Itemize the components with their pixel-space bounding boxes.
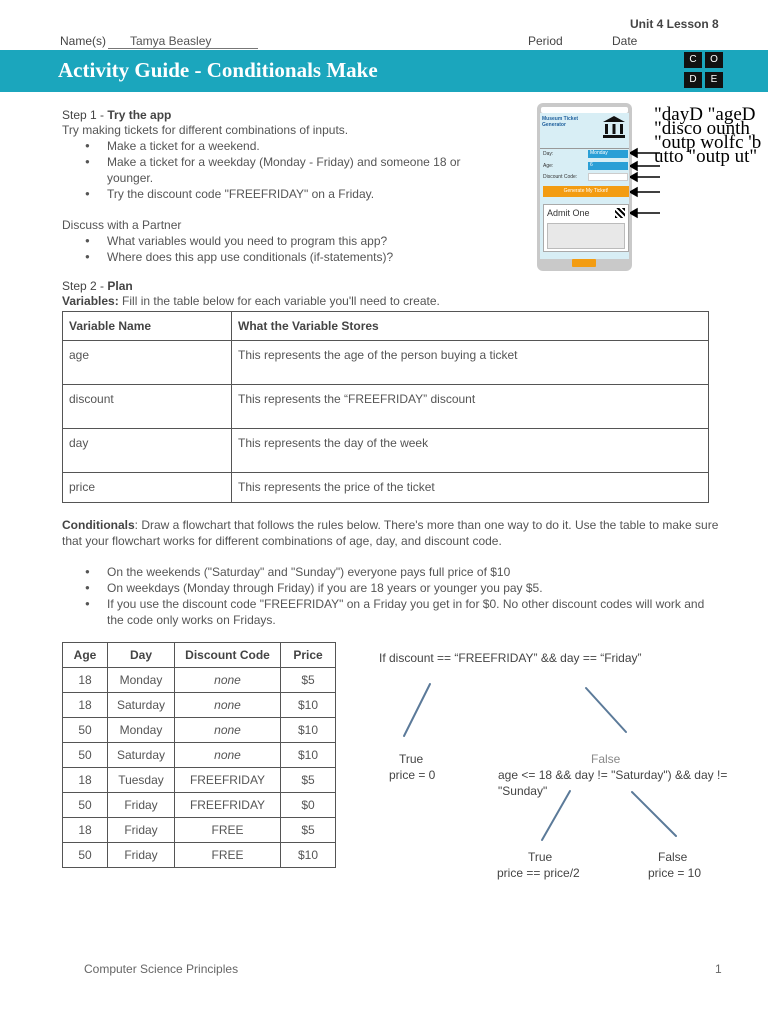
age-cell: 50 [63, 843, 108, 868]
list-item: ● What variables would you need to program this app? [107, 233, 522, 249]
column-header: Age [63, 643, 108, 668]
column-header: Variable Name [63, 312, 232, 341]
variable-description-cell[interactable]: This represents the “FREEFRIDAY” discount [232, 385, 709, 429]
divider [540, 148, 629, 149]
list-item: ● Where does this app use conditionals (if-statements)? [107, 249, 522, 265]
code-logo [684, 52, 728, 92]
variable-name-cell[interactable]: day [63, 429, 232, 473]
discount-input[interactable] [588, 173, 628, 181]
discount-cell: none [175, 718, 281, 743]
variable-description-cell[interactable]: This represents the age of the person buying a ticket [232, 341, 709, 385]
flowchart-true1: True [399, 752, 424, 766]
list-item: ● On weekdays (Monday through Friday) if you are 18 years or younger you pay $5. [107, 580, 717, 596]
age-cell: 18 [63, 668, 108, 693]
connector-false2 [632, 792, 676, 836]
day-dropdown[interactable]: Monday [588, 150, 628, 158]
age-cell: 18 [63, 818, 108, 843]
step1-bold: Try the app [107, 108, 172, 122]
table-row [63, 385, 709, 429]
price-cell: $5 [281, 818, 336, 843]
day-cell: Friday [108, 793, 175, 818]
ticket-area [547, 223, 625, 249]
price-cell: $0 [281, 793, 336, 818]
names-label: Name(s) [60, 34, 107, 48]
variable-name-cell[interactable]: age [63, 341, 232, 385]
footer-course: Computer Science Principles [84, 962, 239, 976]
variables-text: Fill in the table below for each variable you'll need to create. [118, 294, 440, 308]
conditionals-text: : Draw a flowchart that follows the rules below. There's more than one way to do it. Use the table to make sure that your flowchart works for different combinations of age, day, and discount code. [62, 518, 719, 548]
price-cell: $10 [281, 843, 336, 868]
museum-icon [602, 115, 626, 139]
discount-cell: none [175, 668, 281, 693]
column-header: What the Variable Stores [232, 312, 709, 341]
conditionals-instruction [62, 517, 722, 549]
period-label: Period [528, 34, 563, 48]
logo-letter-c: C [684, 52, 702, 68]
logo-letter-o: O [705, 52, 723, 68]
table-row [63, 793, 336, 818]
day-cell: Monday [108, 718, 175, 743]
discount-label: Discount Code: [543, 174, 578, 180]
price-cell: $10 [281, 743, 336, 768]
flowchart-top-condition: If discount == “FREEFRIDAY” && day == “Friday” [379, 651, 642, 665]
step1-intro: Try making tickets for different combinations of inputs. [62, 123, 349, 137]
app-heading: Museum Ticket Generator [542, 116, 579, 128]
flowchart-price0: price = 0 [389, 768, 436, 782]
flowchart-price-half: price == price/2 [497, 866, 580, 880]
flowchart-true2: True [528, 850, 553, 864]
table-row [63, 843, 336, 868]
back-button[interactable] [572, 259, 596, 267]
ticket-text: Admit One [547, 208, 590, 218]
flowchart-price10: price = 10 [648, 866, 702, 880]
discount-cell: FREEFRIDAY [175, 768, 281, 793]
connector-true2 [542, 791, 570, 840]
flowchart-false2: False [658, 850, 688, 864]
day-cell: Saturday [108, 743, 175, 768]
table-row [63, 743, 336, 768]
age-dropdown[interactable]: 6 [588, 162, 628, 170]
step1-bullets [107, 138, 487, 202]
table-row [63, 818, 336, 843]
age-cell: 50 [63, 718, 108, 743]
student-name: Tamya Beasley [108, 34, 258, 49]
step2-bold: Plan [107, 279, 133, 293]
generate-ticket-button[interactable]: Generate My Ticket! [543, 186, 629, 197]
ticket-output [543, 204, 629, 252]
day-cell: Tuesday [108, 768, 175, 793]
step1-prefix: Step 1 - [62, 108, 108, 122]
variable-name-cell[interactable]: price [63, 473, 232, 503]
app-screen [540, 113, 629, 259]
variables-table [62, 311, 709, 503]
variables-instruction [62, 293, 712, 309]
step1-title [62, 108, 522, 122]
discuss-heading: Discuss with a Partner [62, 218, 182, 232]
column-header: Day [108, 643, 175, 668]
table-row [63, 668, 336, 693]
step1-section [62, 108, 522, 265]
flowchart-connectors [380, 676, 740, 846]
connector-true1 [404, 684, 430, 736]
logo-letter-e: E [705, 72, 723, 88]
age-cell: 18 [63, 693, 108, 718]
table-row [63, 429, 709, 473]
flowchart-condition2-line2: "Sunday" [498, 784, 548, 798]
table-row [63, 768, 336, 793]
day-cell: Monday [108, 668, 175, 693]
age-label: Age: [543, 163, 554, 169]
day-label: Day: [543, 151, 554, 157]
age-cell: 18 [63, 768, 108, 793]
flowchart-condition2-line1: age <= 18 && day != "Saturday") && day != [498, 768, 728, 782]
step2-prefix: Step 2 - [62, 279, 108, 293]
unit-label: Unit 4 Lesson 8 [630, 17, 719, 31]
day-cell: Friday [108, 843, 175, 868]
day-cell: Friday [108, 818, 175, 843]
discount-cell: FREE [175, 843, 281, 868]
price-cell: $5 [281, 768, 336, 793]
table-row [63, 341, 709, 385]
column-header: Price [281, 643, 336, 668]
table-row [63, 473, 709, 503]
price-cell: $10 [281, 718, 336, 743]
table-row [63, 693, 336, 718]
list-item: ● If you use the discount code "FREEFRIDAY" on a Friday you get in for $0. No other discount codes will work and the code only works on Fridays. [107, 596, 717, 628]
list-item: ● Make a ticket for a weekend. [107, 138, 487, 154]
discount-cell: FREEFRIDAY [175, 793, 281, 818]
table-header-row [63, 643, 336, 668]
annotation-text: "dayD "ageD "disco ounth "outp wolfc 'butto "outp ut" [654, 104, 762, 167]
age-cell: 50 [63, 793, 108, 818]
page-title: Activity Guide - Conditionals Make [58, 58, 378, 82]
logo-letter-d: D [684, 72, 702, 88]
discount-cell: none [175, 743, 281, 768]
list-item: ● Make a ticket for a weekday (Monday - Friday) and someone 18 or younger. [107, 154, 487, 186]
connector-false1 [586, 688, 626, 732]
discuss-bullets [107, 233, 522, 265]
table-row [63, 718, 336, 743]
column-header: Discount Code [175, 643, 281, 668]
page-number: 1 [715, 962, 722, 976]
price-cell: $5 [281, 668, 336, 693]
variable-description-cell[interactable]: This represents the price of the ticket [232, 473, 709, 503]
discount-cell: none [175, 693, 281, 718]
day-cell: Saturday [108, 693, 175, 718]
variable-name-cell[interactable]: discount [63, 385, 232, 429]
step2-title [62, 279, 712, 293]
price-cell: $10 [281, 693, 336, 718]
discount-cell: FREE [175, 818, 281, 843]
list-item: ● On the weekends ("Saturday" and "Sunday") everyone pays full price of $10 [107, 564, 717, 580]
list-item: ● Try the discount code "FREEFRIDAY" on a Friday. [107, 186, 487, 202]
app-screenshot [537, 103, 632, 271]
variables-bold: Variables: [62, 294, 119, 308]
age-cell: 50 [63, 743, 108, 768]
flowchart-false1: False [591, 752, 621, 766]
qr-code-icon [615, 208, 625, 218]
table-header-row [63, 312, 709, 341]
rules-list [107, 564, 717, 628]
test-cases-table [62, 642, 336, 868]
conditionals-bold: Conditionals [62, 518, 135, 532]
step2-section [62, 279, 712, 309]
date-label: Date [612, 34, 638, 48]
variable-description-cell[interactable]: This represents the day of the week [232, 429, 709, 473]
